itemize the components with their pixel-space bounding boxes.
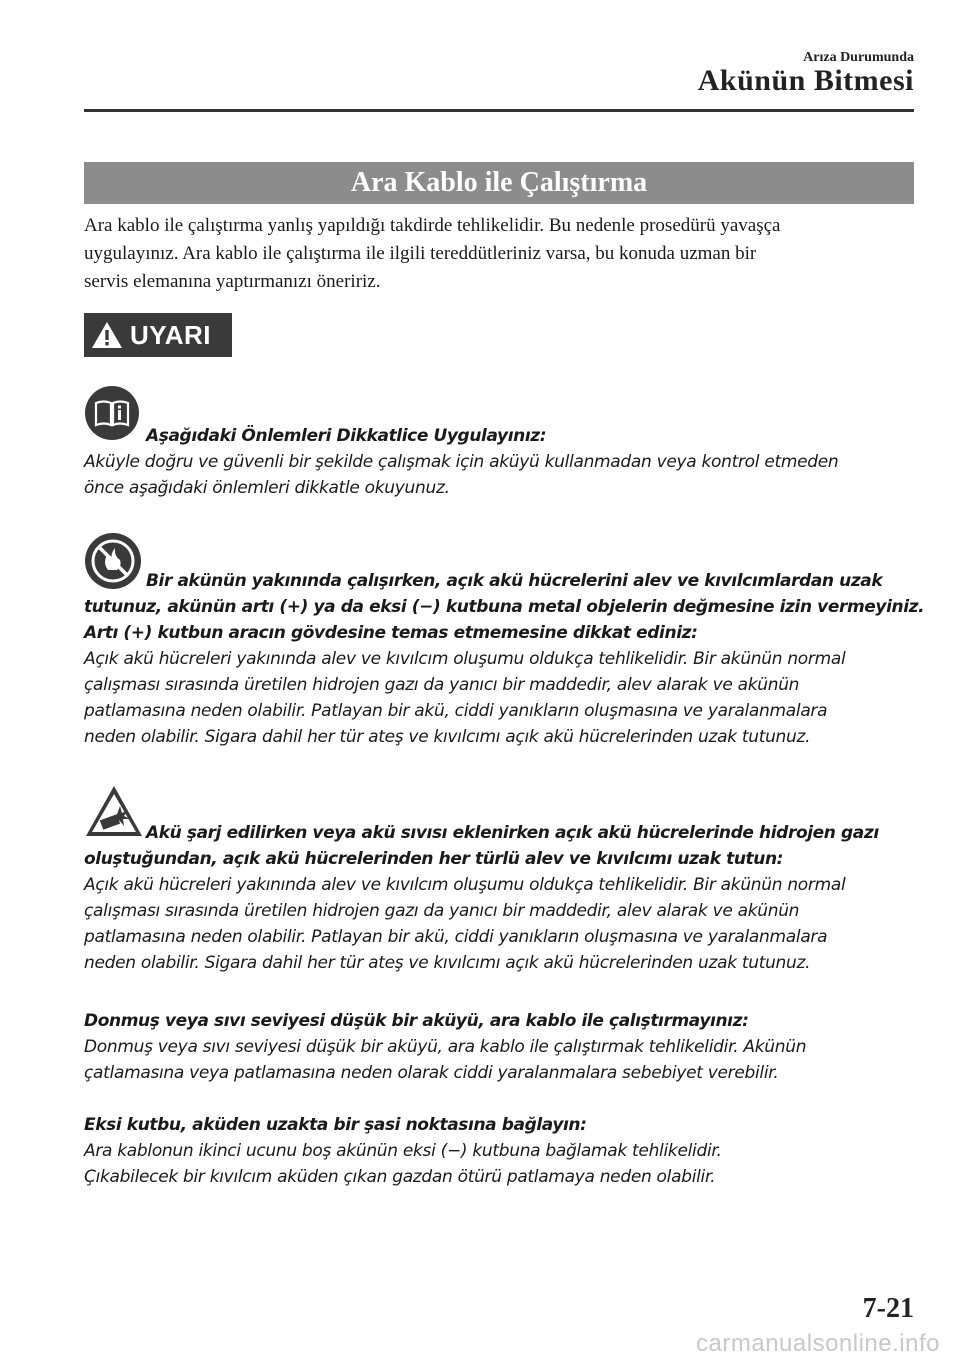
- plain-heading: Donmuş veya sıvı seviyesi düşük bir aküyü, ara kablo ile çalıştırmayınız:: [84, 1011, 749, 1031]
- block-body-line: çalışması sırasında üretilen hidrojen gazı da yanıcı bir maddedir, alev alarak ve akünün: [84, 901, 800, 921]
- section-title-bar: [84, 162, 914, 204]
- block-body-line: neden olabilir. Sigara dahil her tür ateş ve kıvılcımı açık akü hücrelerinden uzak tutunuz.: [84, 953, 811, 973]
- block-body-line: Açık akü hücreleri yakınında alev ve kıvılcım oluşumu oldukça tehlikelidir. Bir akünün normal: [84, 649, 846, 669]
- block-heading: Artı (+) kutbun aracın gövdesine temas etmemesine dikkat ediniz:: [84, 623, 698, 643]
- precaution-plain-ground: [84, 1112, 914, 1190]
- block-body-line: neden olabilir. Sigara dahil her tür ateş ve kıvılcımı açık akü hücrelerinden uzak tutunuz.: [84, 727, 811, 747]
- no-flame-icon: [84, 532, 142, 590]
- precaution-plain-frozen: [84, 1008, 914, 1086]
- block-heading: tutunuz, akünün artı (+) ya da eksi (−) kutbuna metal objelerin değmesine izin vermeyiniz.: [84, 597, 925, 617]
- block-body-line: Aküyle doğru ve güvenli bir şekilde çalışmak için aküyü kullanmadan veya kontrol etmeden: [84, 452, 839, 472]
- block-body-line: Açık akü hücreleri yakınında alev ve kıvılcım oluşumu oldukça tehlikelidir. Bir akünün normal: [84, 875, 846, 895]
- intro-line: Ara kablo ile çalıştırma yanlış yapıldığı takdirde tehlikelidir. Bu nedenle prosedürü yavaşça: [84, 215, 781, 236]
- block-body-line: patlamasına neden olabilir. Patlayan bir akü, ciddi yanıkların oluşmasına ve yaralanmalara: [84, 701, 828, 721]
- block-body-line: çalışması sırasında üretilen hidrojen gazı da yanıcı bir maddedir, alev alarak ve akünün: [84, 675, 800, 695]
- header-title: Akünün Bitmesi: [697, 64, 914, 97]
- header-section: Arıza Durumunda: [803, 50, 914, 65]
- manual-book-icon: [84, 385, 140, 441]
- precaution-block-explosion: [84, 784, 914, 976]
- block-body-line: önce aşağıdaki önlemleri dikkatle okuyunuz.: [84, 478, 450, 498]
- plain-body-line: Ara kablonun ikinci ucunu boş akünün eksi (−) kutbuna bağlamak tehlikelidir.: [84, 1141, 722, 1161]
- precaution-block-no-flame: [84, 532, 925, 750]
- intro-line: servis elemanına yaptırmanızı öneririz.: [84, 271, 381, 292]
- block-heading: oluştuğundan, açık akü hücrelerinden her türlü alev ve kıvılcımı uzak tutun:: [84, 849, 784, 869]
- block-heading: Akü şarj edilirken veya akü sıvısı eklenirken açık akü hücrelerinde hidrojen gazı: [146, 823, 879, 843]
- watermark: carmanualsonline.info: [696, 1330, 940, 1357]
- warning-badge: [84, 313, 232, 357]
- precaution-block-manual: [84, 385, 914, 501]
- plain-body-line: çatlamasına veya patlamasına neden olarak ciddi yaralanmalara sebebiyet verebilir.: [84, 1063, 779, 1083]
- plain-body-line: Çıkabilecek bir kıvılcım aküden çıkan gazdan ötürü patlamaya neden olabilir.: [84, 1167, 716, 1187]
- warning-label: UYARI: [130, 319, 212, 350]
- plain-body-line: Donmuş veya sıvı seviyesi düşük bir aküyü, ara kablo ile çalıştırmak tehlikelidir. Akünün: [84, 1037, 807, 1057]
- plain-heading: Eksi kutbu, aküden uzakta bir şasi noktasına bağlayın:: [84, 1115, 587, 1135]
- block-body-line: patlamasına neden olabilir. Patlayan bir akü, ciddi yanıkların oluşmasına ve yaralanmalara: [84, 927, 828, 947]
- section-title: Ara Kablo ile Çalıştırma: [350, 167, 648, 198]
- warning-triangle-icon: [90, 320, 124, 350]
- intro-line: uygulayınız. Ara kablo ile çalıştırma ile ilgili tereddütleriniz varsa, bu konuda uzman bir: [84, 243, 757, 264]
- explosion-warning-icon: [84, 784, 144, 838]
- intro-paragraph: [84, 212, 914, 296]
- header-rule: [84, 109, 914, 112]
- block-heading: Aşağıdaki Önlemleri Dikkatlice Uygulayınız:: [146, 426, 547, 446]
- block-heading: Bir akünün yakınında çalışırken, açık akü hücrelerini alev ve kıvılcımlardan uzak: [146, 571, 883, 591]
- page-number: 7-21: [862, 1293, 914, 1324]
